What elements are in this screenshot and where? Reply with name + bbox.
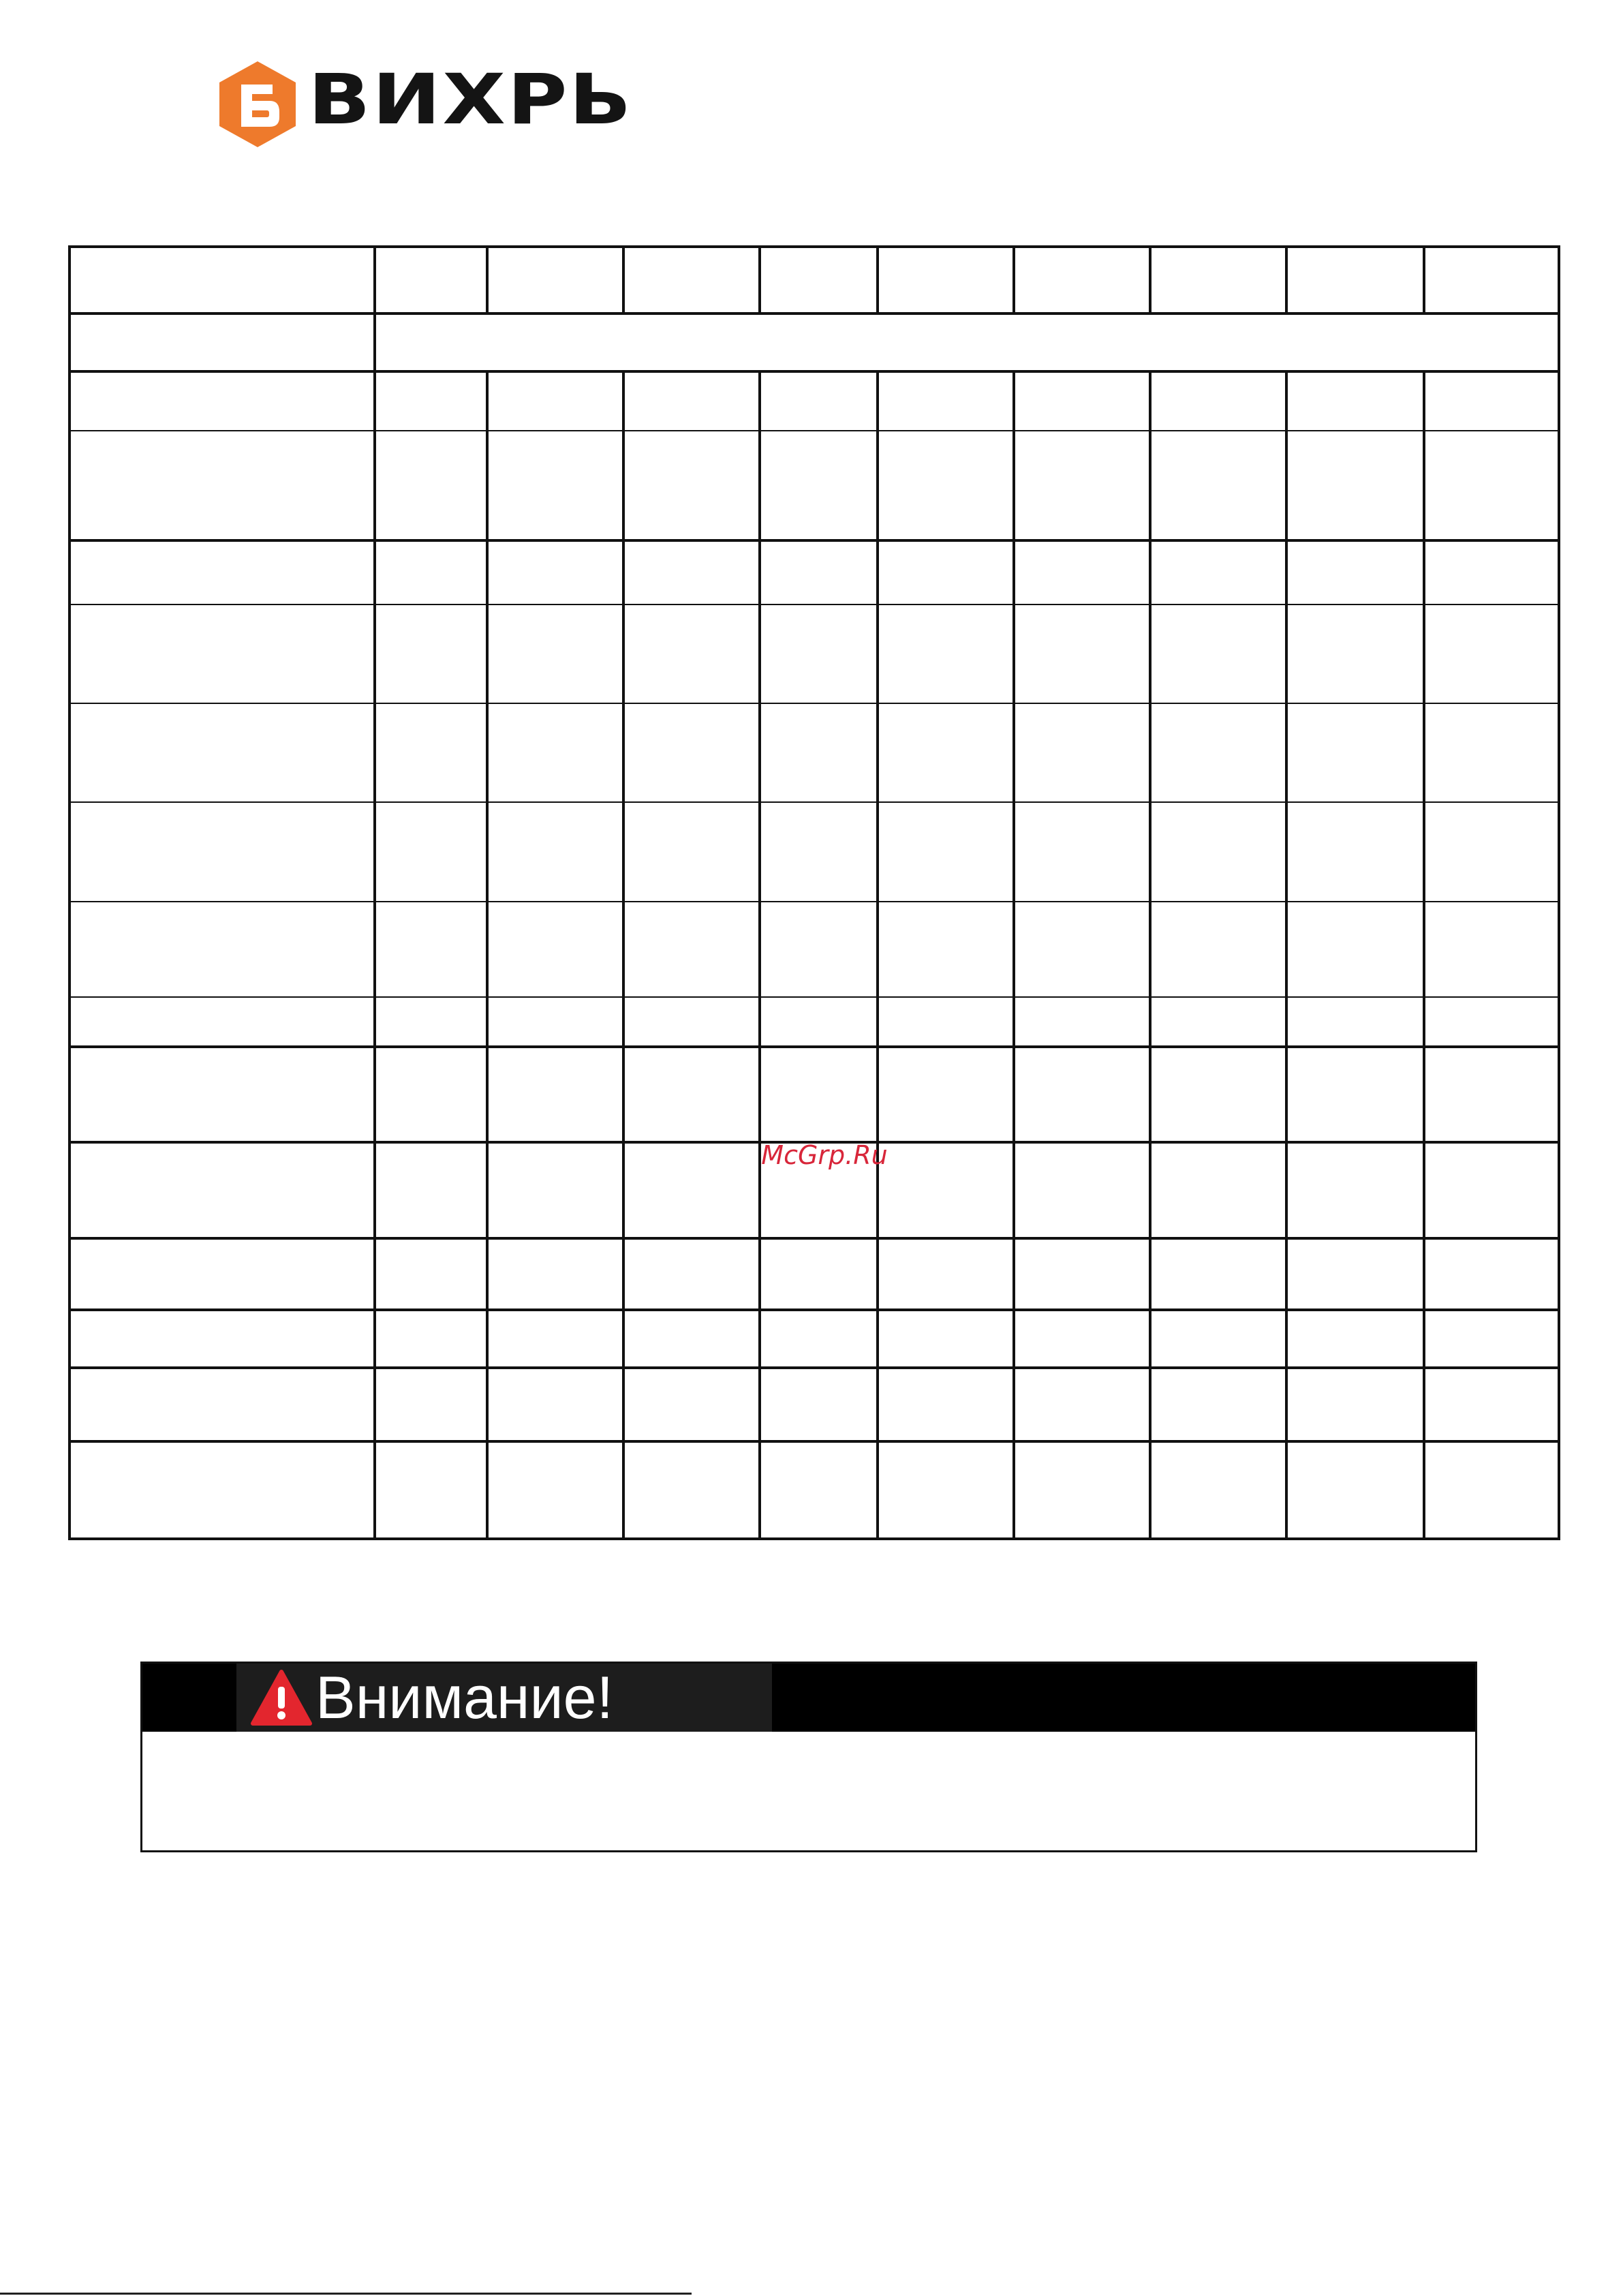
warning-box bbox=[140, 1662, 1477, 1852]
brand-name: ВИХРЬ bbox=[308, 59, 634, 140]
warning-label bbox=[236, 1664, 772, 1732]
brand-logo bbox=[218, 59, 634, 149]
warning-title: Внимание! bbox=[315, 1664, 614, 1731]
spec-table-grid bbox=[68, 245, 1560, 1540]
brand-logo-icon bbox=[218, 60, 297, 149]
watermark-text: McGrp.Ru bbox=[761, 1140, 888, 1170]
warning-triangle-icon bbox=[250, 1669, 313, 1726]
footer-rule bbox=[0, 2293, 692, 2295]
spec-table bbox=[68, 245, 1560, 1540]
warning-header-bar bbox=[142, 1664, 1475, 1732]
